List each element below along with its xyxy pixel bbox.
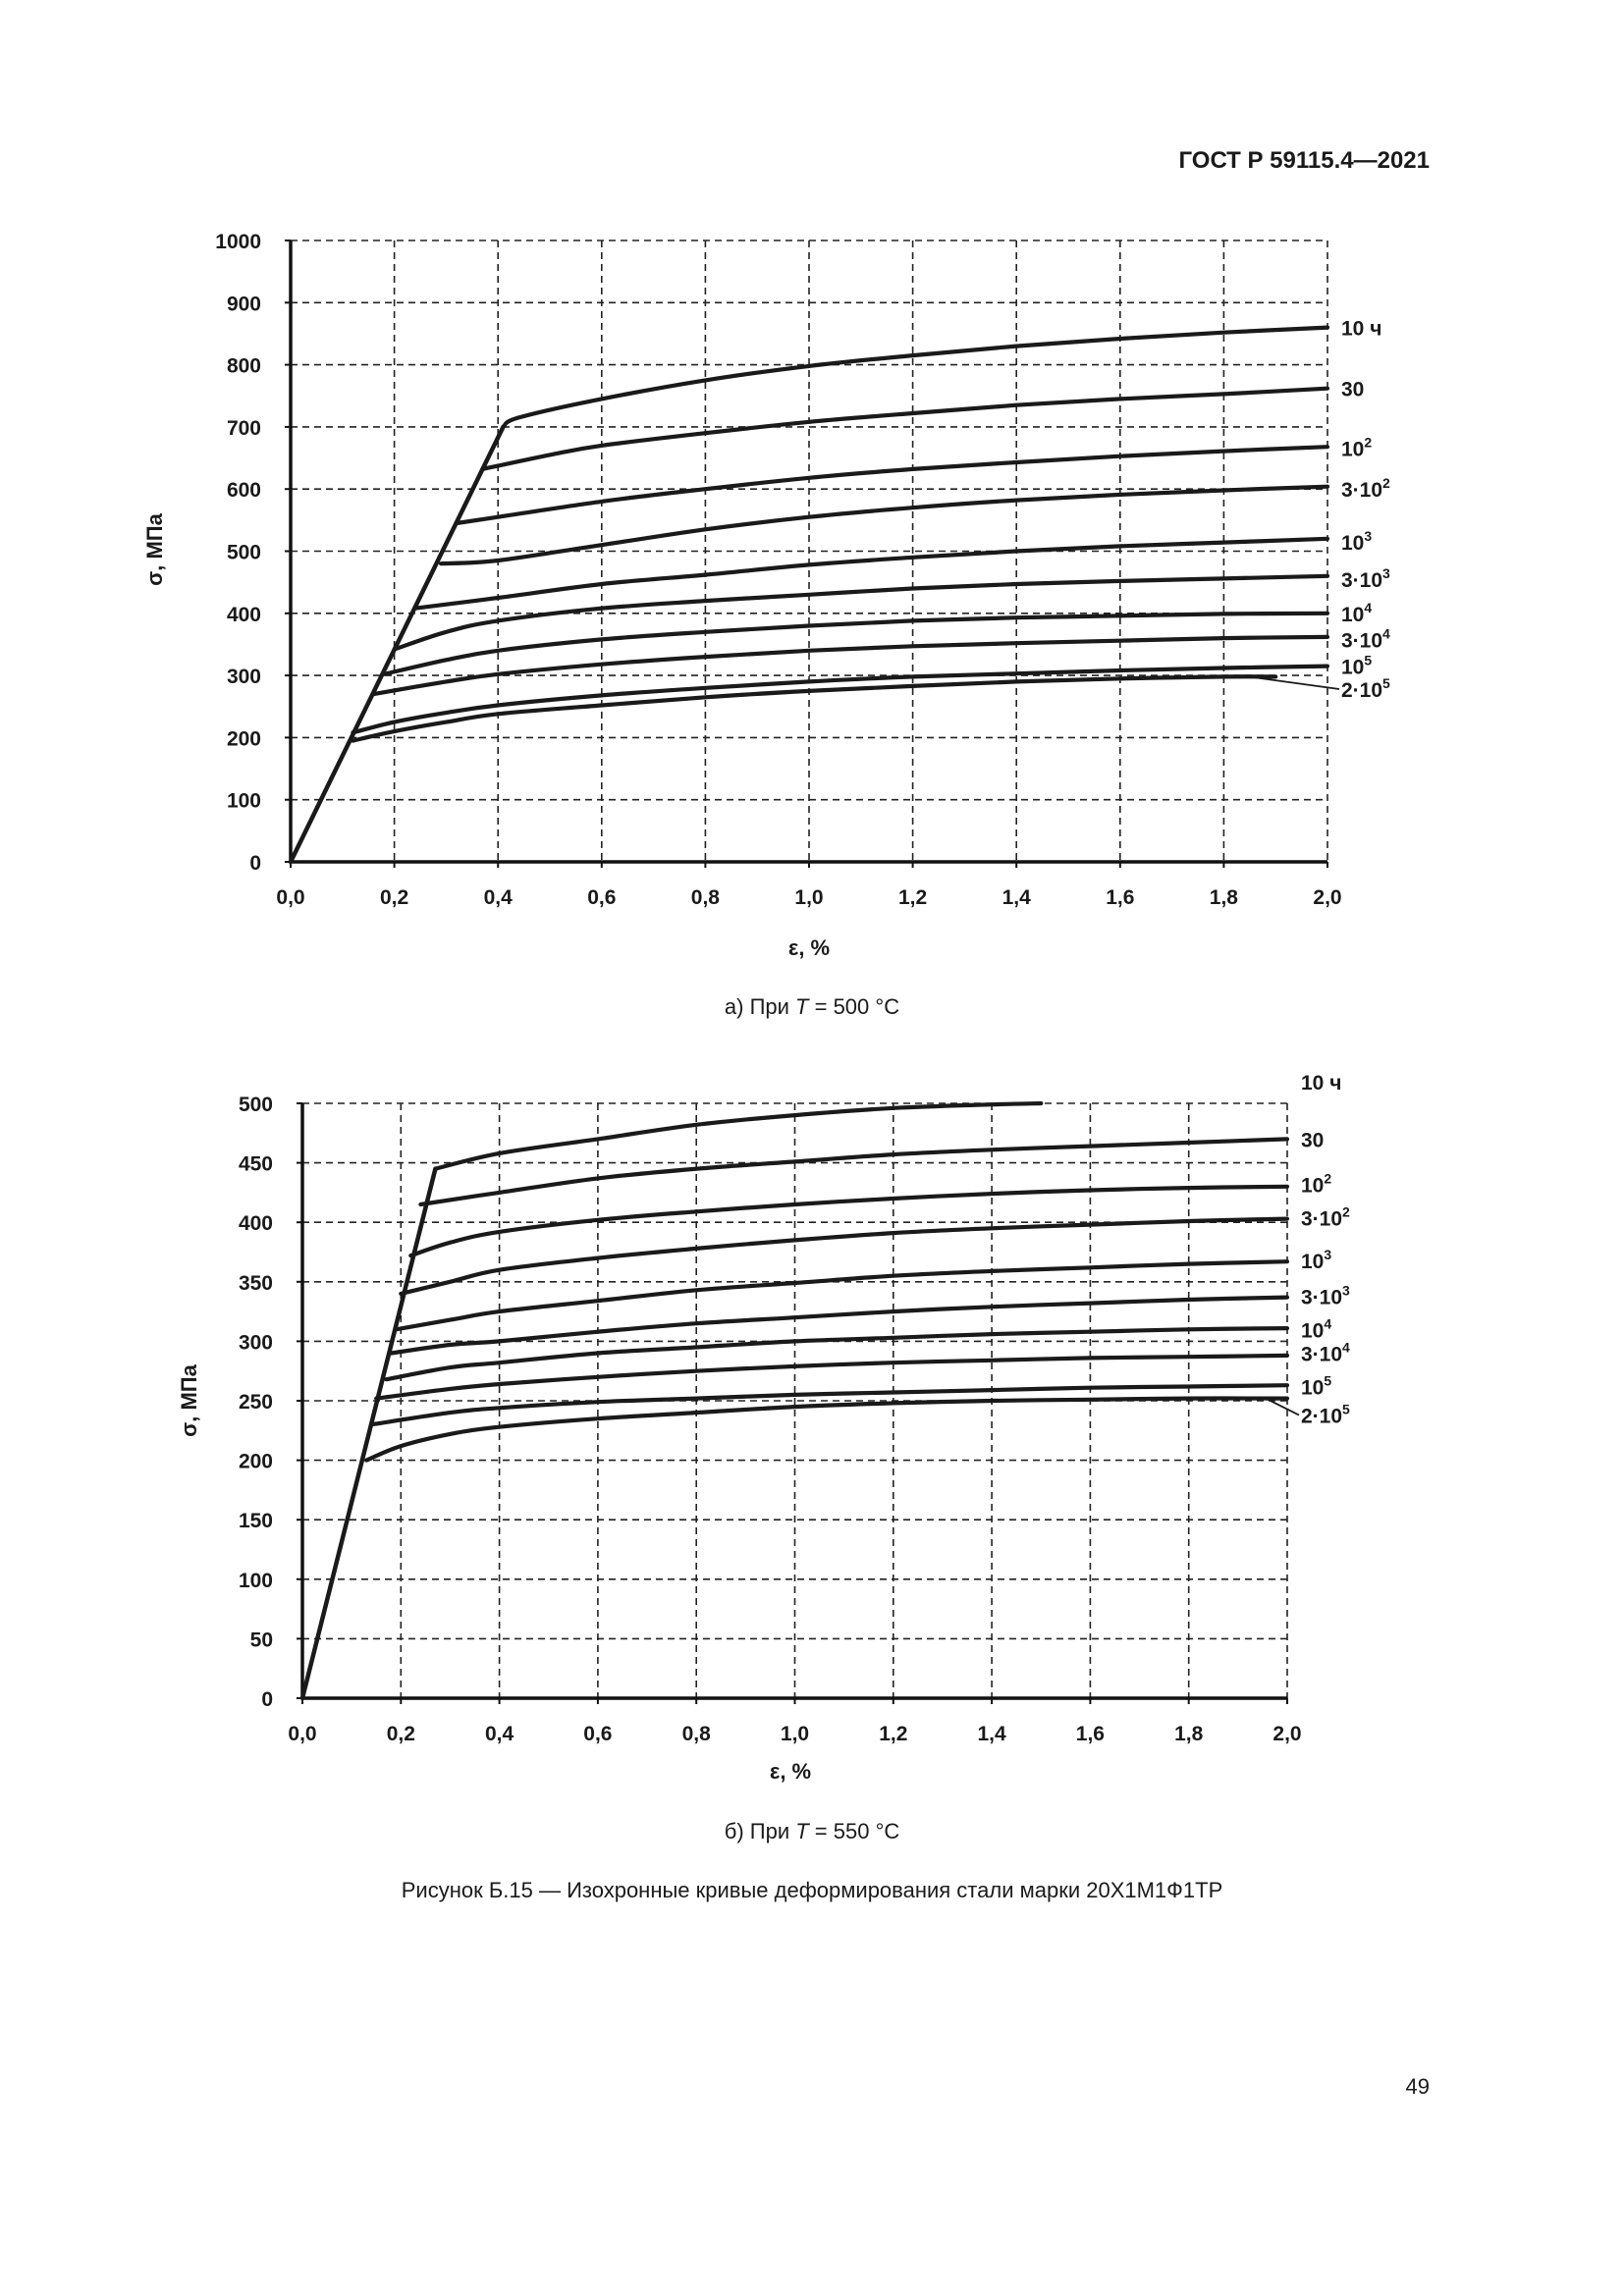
y-tick-label: 300	[238, 1331, 273, 1355]
series-line	[415, 539, 1327, 609]
series-label-pointer	[1268, 1400, 1299, 1415]
series-label: 10 ч	[1301, 1071, 1342, 1095]
chart-b-caption-suffix: = 550 °С	[808, 1819, 900, 1843]
y-tick-label: 400	[238, 1212, 273, 1236]
standard-code: ГОСТ Р 59115.4—2021	[1178, 147, 1430, 174]
series-line	[374, 637, 1328, 694]
series-label: 10 ч	[1341, 317, 1382, 341]
y-tick-label: 100	[238, 1569, 273, 1592]
y-tick-label: 50	[249, 1629, 273, 1652]
series-line	[386, 1328, 1287, 1379]
chart-a-caption-prefix: а) При	[724, 994, 796, 1019]
x-tick-label: 1,4	[977, 1723, 1006, 1745]
chart-a	[0, 0, 1624, 982]
chart-a-caption-var: T	[795, 994, 809, 1019]
series-label: $10^2$	[1341, 434, 1373, 461]
x-tick-label: 1,2	[897, 886, 928, 909]
x-tick-label: 2,0	[1313, 886, 1342, 909]
series-line	[420, 1139, 1287, 1204]
x-tick-label: 0,8	[690, 886, 721, 909]
x-axis-label: ε, %	[787, 935, 831, 960]
y-tick-label: 600	[226, 479, 261, 503]
y-tick-label: 100	[226, 789, 261, 813]
series-line	[435, 1103, 1041, 1169]
y-tick-label: 150	[238, 1510, 273, 1533]
y-tick-label: 250	[238, 1391, 273, 1414]
y-axis-label: σ, МПа	[177, 1364, 201, 1437]
elastic-line	[302, 1169, 435, 1698]
y-tick-label: 0	[261, 1688, 273, 1711]
chart-b-caption-var: T	[795, 1819, 809, 1843]
y-tick-label: 0	[249, 852, 261, 875]
x-tick-label: 1,0	[780, 1723, 810, 1745]
x-tick-label: 0,2	[386, 1723, 415, 1745]
y-tick-label: 1000	[215, 231, 261, 253]
series-label: $10^2$	[1301, 1170, 1332, 1198]
x-axis-label: ε, %	[769, 1759, 812, 1784]
series-label: $2\cdot 10^5$	[1341, 675, 1390, 703]
chart-b-caption	[0, 1819, 1624, 1844]
x-tick-label: 1,8	[1209, 886, 1239, 909]
series-label: $10^5$	[1341, 652, 1373, 679]
y-axis-label: σ, МПа	[142, 513, 167, 586]
elastic-line	[291, 427, 503, 862]
series-line	[391, 1298, 1287, 1354]
y-tick-label: 300	[226, 666, 261, 689]
y-tick-label: 200	[226, 727, 261, 751]
x-tick-label: 0,2	[379, 886, 409, 909]
x-tick-label: 1,6	[1106, 886, 1135, 909]
chart-b	[0, 1041, 1624, 1826]
x-tick-label: 1,0	[794, 886, 824, 909]
series-line	[482, 389, 1327, 469]
series-label: $10^5$	[1301, 1372, 1332, 1400]
y-tick-label: 500	[226, 541, 261, 564]
series-label: $3\cdot 10^3$	[1341, 564, 1390, 592]
figure-caption: Рисунок Б.15 — Изохронные кривые деформирования стали марки 20Х1М1Ф1ТР	[401, 1878, 1223, 1902]
series-label: $2\cdot 10^5$	[1301, 1401, 1350, 1428]
chart-a-caption	[0, 994, 1624, 1020]
x-tick-label: 0,4	[483, 886, 513, 909]
chart-a-caption-suffix: = 500 °С	[808, 994, 900, 1019]
y-tick-label: 900	[226, 293, 261, 316]
x-tick-label: 0,4	[484, 1723, 514, 1745]
series-label: $3\cdot 10^4$	[1341, 625, 1390, 653]
y-tick-label: 200	[238, 1450, 273, 1473]
series-label: 30	[1341, 378, 1365, 401]
series-label: $3\cdot 10^4$	[1301, 1339, 1350, 1366]
x-tick-label: 0,0	[276, 886, 305, 909]
y-tick-label: 450	[238, 1152, 273, 1176]
series-label: $10^3$	[1301, 1246, 1332, 1273]
series-line	[384, 614, 1327, 674]
page-number: 49	[1405, 2074, 1430, 2099]
y-tick-label: 700	[226, 416, 261, 440]
series-line	[457, 447, 1327, 523]
series-label: $3\cdot 10^3$	[1301, 1282, 1350, 1309]
x-tick-label: 0,6	[587, 886, 617, 909]
series-label: $10^4$	[1341, 599, 1373, 626]
series-label: $10^3$	[1341, 528, 1373, 556]
series-label: $3\cdot 10^2$	[1301, 1203, 1350, 1231]
x-tick-label: 0,6	[583, 1723, 613, 1745]
x-tick-label: 0,8	[681, 1723, 711, 1745]
series-line	[352, 676, 1275, 740]
y-tick-label: 400	[226, 603, 261, 626]
x-tick-label: 1,4	[1001, 886, 1031, 909]
series-line	[396, 1261, 1287, 1329]
y-tick-label: 800	[226, 354, 261, 378]
series-label: $10^4$	[1301, 1315, 1332, 1343]
y-tick-label: 350	[238, 1271, 273, 1295]
x-tick-label: 1,6	[1075, 1723, 1106, 1745]
series-label: $3\cdot 10^2$	[1341, 475, 1390, 503]
x-tick-label: 2,0	[1272, 1723, 1302, 1745]
series-label: 30	[1301, 1129, 1325, 1152]
x-tick-label: 1,8	[1174, 1723, 1204, 1745]
y-tick-label: 500	[238, 1094, 273, 1116]
series-line	[441, 487, 1327, 564]
x-tick-label: 1,2	[879, 1723, 908, 1745]
x-tick-label: 0,0	[288, 1723, 317, 1745]
chart-b-caption-prefix: б) При	[724, 1819, 796, 1843]
